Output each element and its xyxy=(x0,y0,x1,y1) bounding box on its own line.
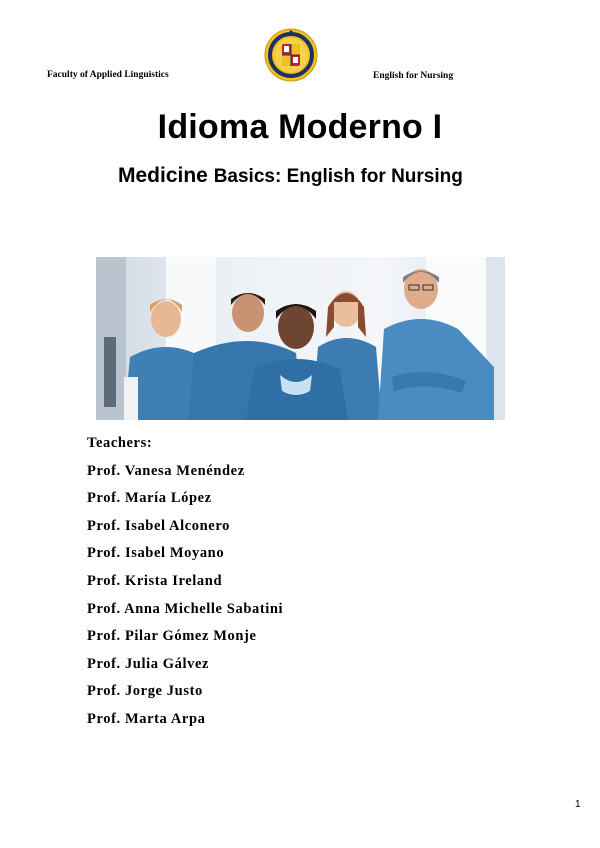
document-subtitle xyxy=(118,164,463,188)
document-title: Idioma Moderno I xyxy=(157,108,443,146)
teacher-name: Prof. María López xyxy=(87,490,212,507)
header-course-name: English for Nursing xyxy=(373,71,454,81)
subtitle-rest: Basics: English for Nursing xyxy=(213,166,463,187)
teachers-list xyxy=(87,434,283,738)
teacher-name: Prof. Isabel Alconero xyxy=(87,517,230,534)
teacher-name: Prof. Pilar Gómez Monje xyxy=(87,628,257,645)
teacher-name: Prof. Julia Gálvez xyxy=(87,655,210,672)
teacher-name: Prof. Anna Michelle Sabatini xyxy=(87,600,284,617)
teacher-name: Prof. Krista Ireland xyxy=(87,572,223,589)
teacher-name: Prof. Isabel Moyano xyxy=(87,545,225,562)
university-seal-icon xyxy=(264,28,318,82)
header-faculty-name: Faculty of Applied Linguistics xyxy=(47,70,169,80)
teacher-name: Prof. Marta Arpa xyxy=(87,710,206,727)
subtitle-word-medicine: Medicine xyxy=(118,164,208,187)
page-number: 1 xyxy=(575,799,581,810)
teacher-name: Prof. Vanesa Menéndez xyxy=(87,462,245,479)
teachers-heading: Teachers: xyxy=(87,435,153,451)
teacher-name: Prof. Jorge Justo xyxy=(87,683,203,700)
nursing-team-photo xyxy=(96,257,505,420)
